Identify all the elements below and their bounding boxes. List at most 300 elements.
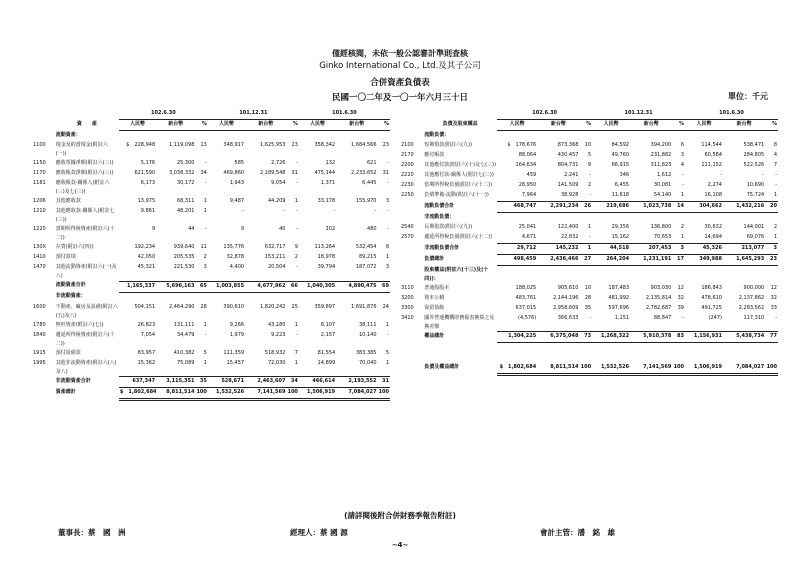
amount-cell: 32 [677, 294, 684, 301]
table-row [400, 181, 778, 191]
account-name: 無形資產(附註六(七)) [55, 321, 104, 328]
account-code: 1840 [33, 331, 46, 338]
amount-cell: 2,144,196 [552, 294, 579, 301]
amount-cell: 3 [378, 263, 391, 281]
amount-cell: 1 [294, 198, 298, 204]
amount-cell: 1 [765, 191, 778, 202]
amount-cell: 284,805 [743, 152, 765, 158]
amount-cell: 390,610 [223, 303, 245, 310]
amount-cell: 7,084,027 [336, 388, 377, 400]
amount-cell: 48,201 [176, 208, 195, 214]
table-row [400, 266, 778, 284]
amount-cell: 31 [378, 377, 391, 388]
sub-header: 新台幣 [723, 120, 765, 131]
amount-cell: 29,712 [497, 244, 537, 255]
account-code: 1170 [33, 170, 46, 176]
amount-cell [299, 131, 336, 142]
table-row [400, 343, 778, 354]
unit-label: 單位：千元 [728, 92, 768, 101]
amount-cell [672, 353, 685, 363]
table-row [400, 171, 778, 181]
amount-cell: 38,111 [359, 321, 377, 328]
amount-cell: 2,436,466 [537, 255, 579, 266]
table-row [400, 304, 778, 314]
amount-cell [497, 131, 537, 142]
amount-cell: 8 [773, 142, 777, 148]
amount-cell [119, 292, 156, 303]
amount-cell [765, 266, 778, 284]
amount-cell: - [387, 331, 389, 338]
account-name: 長期借款(附註六(九)) [424, 224, 473, 230]
account-code: 2250 [401, 192, 414, 198]
table-row [32, 225, 390, 243]
account-code: 1915 [33, 349, 46, 356]
amount-cell: 34 [200, 170, 207, 176]
amount-cell: 1,645,293 [723, 255, 765, 266]
amount-cell: - [579, 191, 592, 202]
amount-cell: 2,958,609 [552, 304, 579, 311]
amount-cell: 1 [378, 359, 391, 377]
table-row [400, 213, 778, 224]
amount-cell: 518,932 [264, 349, 286, 356]
amount-cell: 54,140 [630, 191, 672, 202]
amount-cell: 939,640 [173, 244, 195, 250]
amount-cell: 1,979 [229, 331, 245, 338]
table-row [32, 169, 390, 179]
sub-header: % [765, 120, 778, 131]
amount-cell [630, 266, 672, 284]
amount-cell [537, 353, 579, 363]
amount-cell: 2,726 [271, 160, 286, 166]
amount-cell: 1 [286, 359, 298, 377]
amount-cell: $ 1,802,684 [497, 363, 537, 375]
account-name: 其他應付款-關係人(附註七(三)) [424, 172, 494, 178]
amount-cell: - [374, 208, 377, 214]
amount-cell: 15,457 [208, 359, 245, 377]
amount-cell [672, 131, 685, 142]
sub-header: 人民幣 [208, 120, 245, 131]
amount-cell: 35 [584, 304, 592, 311]
amount-cell: 102 [325, 226, 336, 232]
table-row [32, 131, 390, 142]
amount-cell: 111,152 [701, 162, 722, 168]
statement-period: 民國一〇二年及一〇一年六月三十日 [331, 93, 468, 103]
code-header [32, 120, 55, 131]
amount-cell: 1,003,855 [208, 281, 245, 292]
amount-cell: 32,878 [226, 254, 245, 260]
account-name: 應收帳款-關係人(附註六(三)及七(三)) [55, 180, 110, 195]
amount-cell: 30,172 [176, 180, 195, 186]
amount-cell: 8,811,514 [156, 388, 195, 400]
account-name: 流動負債： [424, 131, 450, 138]
amount-cell: 481,992 [608, 294, 630, 301]
amount-cell: 475,144 [314, 170, 336, 176]
amount-cell: - [205, 331, 207, 338]
amount-cell: 75,089 [156, 359, 195, 377]
amount-cell: - [387, 180, 389, 186]
amount-cell: 155,970 [355, 198, 377, 204]
amount-cell: 135,776 [223, 244, 245, 250]
table-row [400, 223, 778, 233]
table-row [32, 179, 390, 197]
amount-cell [537, 266, 579, 284]
amount-cell: 2 [294, 254, 298, 260]
amount-cell: 39,794 [299, 263, 336, 281]
amount-cell: 28 [200, 303, 207, 310]
amount-cell [765, 213, 778, 224]
amount-cell [723, 353, 765, 363]
amount-cell [765, 131, 778, 142]
amount-cell: 8,811,514 [537, 363, 579, 375]
amount-cell: - [296, 160, 298, 166]
amount-cell: 9,054 [271, 180, 286, 186]
table-row [400, 255, 778, 266]
table-row [400, 332, 778, 343]
table-row [32, 263, 390, 281]
amount-cell: 4,671 [497, 233, 537, 244]
amount-cell: 7 [773, 162, 777, 168]
amount-cell: 132 [325, 160, 336, 166]
table-row [32, 159, 390, 169]
sub-header: 人民幣 [119, 120, 156, 131]
account-name: 短期借款(附註六(九)) [424, 142, 473, 148]
amount-cell: 522,526 [743, 162, 765, 168]
amount-cell: 10,140 [359, 331, 377, 338]
sub-header: 新台幣 [245, 120, 286, 131]
account-name: 股東權益(附註六(十三)及(十四))： [424, 266, 489, 282]
account-name: 預付款項 [55, 254, 76, 260]
amount-cell: 26,823 [137, 321, 156, 328]
amount-cell [723, 131, 765, 142]
amount-cell: - [672, 314, 685, 332]
account-name: 資產總計 [55, 388, 76, 395]
amount-cell: 100 [672, 363, 685, 375]
amount-cell: 10 [584, 142, 592, 148]
amount-cell: - [589, 172, 592, 178]
account-code [32, 388, 55, 400]
amount-cell: 1,151 [592, 314, 630, 332]
amount-cell: 1,040,305 [299, 281, 336, 292]
amount-cell: 480 [366, 226, 377, 232]
amount-cell: 100 [378, 388, 391, 400]
amount-cell: 2,274 [707, 182, 722, 188]
amount-cell: 1,432,216 [723, 202, 765, 213]
amount-cell: 2,135,814 [645, 294, 672, 301]
account-name: 負債總計 [424, 255, 445, 262]
table-row [32, 388, 390, 400]
amount-cell: 39 [677, 304, 684, 311]
amount-cell [685, 131, 723, 142]
amount-cell: 49,760 [611, 152, 630, 158]
table-row [400, 233, 778, 244]
account-code: 2230 [401, 182, 414, 188]
amount-cell: 207,453 [630, 244, 672, 255]
company-name: Ginko International Co., Ltd.及其子公司 [319, 61, 481, 71]
amount-cell: 3 [765, 244, 778, 255]
amount-cell: 14 [672, 202, 685, 213]
amount-cell [195, 131, 207, 142]
amount-cell: 11,618 [592, 191, 630, 202]
amount-cell: 873,368 [557, 142, 579, 148]
sub-header: 新台幣 [537, 120, 579, 131]
sub-header: % [579, 120, 592, 131]
amount-cell: 6,173 [140, 180, 156, 186]
amount-cell: 4,890,475 [336, 281, 377, 292]
amount-cell [592, 353, 630, 363]
account-code: 2540 [401, 224, 414, 230]
amount-cell: - [775, 182, 777, 188]
amount-cell: 25,041 [518, 224, 537, 230]
header-blank [400, 109, 497, 120]
amount-cell: 1,820,242 [260, 303, 286, 310]
account-name: 存貨(附註六(四)) [55, 244, 94, 250]
amount-cell: 5 [587, 152, 592, 158]
account-code [32, 131, 55, 142]
amount-cell: 122,400 [557, 224, 579, 230]
sub-header: 人民幣 [299, 120, 336, 131]
account-name: 其他流動資產(附註六(一)及八) [55, 264, 117, 279]
account-code [400, 363, 423, 375]
amount-cell: 188,025 [515, 284, 537, 291]
amount-cell: 6,455 [614, 182, 630, 188]
account-name: 資本公積 [424, 294, 445, 301]
account-code: 1206 [33, 198, 46, 204]
amount-cell [592, 343, 630, 354]
amount-cell: 900,000 [743, 284, 765, 291]
amount-cell: 23 [382, 142, 389, 148]
amount-cell: 7,084,027 [723, 363, 765, 375]
account-code [400, 213, 423, 224]
amount-cell: 23 [291, 142, 298, 148]
amount-cell: 40 [279, 226, 286, 232]
amount-cell: 113,264 [314, 244, 336, 250]
amount-cell: 383,385 [355, 349, 377, 356]
amount-cell: 2 [680, 224, 684, 230]
amount-cell: 187,483 [608, 284, 630, 291]
amount-cell: 311,823 [650, 162, 672, 168]
amount-cell: 20 [765, 202, 778, 213]
amount-cell: - [765, 314, 778, 332]
amount-cell: 231,882 [650, 152, 672, 158]
account-code [400, 131, 423, 142]
table-row [400, 151, 778, 161]
amount-cell: - [387, 160, 389, 166]
amount-cell: 13,975 [137, 198, 156, 204]
amount-cell: 3 [385, 198, 389, 204]
amount-cell: - [762, 172, 765, 178]
amount-cell: 70,040 [336, 359, 377, 377]
table-row [32, 253, 390, 263]
account-name: 流動負債合計 [424, 202, 455, 209]
amount-cell: 32 [770, 294, 777, 301]
amount-cell: 1,532,526 [592, 363, 630, 375]
amount-cell [685, 353, 723, 363]
amount-cell [208, 292, 245, 303]
assets-table [32, 109, 390, 401]
amount-cell: 29,356 [611, 224, 630, 230]
amount-cell [208, 131, 245, 142]
amount-cell: 34 [286, 377, 298, 388]
amount-cell: 2 [203, 254, 207, 260]
sub-header: % [378, 120, 391, 131]
amount-cell: 2,463,607 [245, 377, 286, 388]
amount-cell: 5,438,734 [723, 332, 765, 343]
amount-cell: 66,915 [611, 162, 630, 168]
amount-cell: 1,156,931 [685, 332, 723, 343]
amount-cell: 4,677,962 [245, 281, 286, 292]
amount-cell: 2,464,290 [168, 303, 195, 310]
date-header: 102.6.30 [497, 109, 592, 120]
amount-cell: 349,988 [685, 255, 723, 266]
liabilities-table-section [400, 109, 778, 376]
page-number: ~4~ [391, 541, 409, 549]
amount-cell: - [296, 208, 298, 214]
amount-cell: 621,590 [134, 170, 156, 176]
amount-cell: 348,917 [223, 142, 245, 148]
account-code: 2200 [401, 162, 414, 168]
amount-cell: 6 [680, 142, 684, 148]
amount-cell: 1 [203, 321, 207, 328]
amount-cell [723, 213, 765, 224]
amount-cell: 65 [195, 281, 207, 292]
amount-cell: 528,671 [208, 377, 245, 388]
account-name: 當期所得稅資產(附註六(十二)) [55, 226, 115, 241]
table-row [32, 141, 390, 159]
amount-cell: 75,724 [723, 191, 765, 202]
amount-cell: 213,077 [723, 244, 765, 255]
amount-cell: 33 [770, 304, 777, 311]
amount-cell: 60,584 [704, 152, 722, 158]
account-code: 1181 [33, 180, 46, 186]
amount-cell: 3,038,332 [168, 170, 195, 176]
table-row [32, 207, 390, 225]
amount-cell: 1,506,919 [299, 388, 336, 400]
amount-cell: 66 [286, 281, 298, 292]
amount-cell: 469,860 [223, 170, 245, 176]
amount-cell [630, 213, 672, 224]
date-header: 101.6.30 [685, 109, 778, 120]
amount-cell: 1,684,566 [351, 142, 377, 148]
table-row [32, 321, 390, 331]
sub-header: 新台幣 [156, 120, 195, 131]
amount-cell: 30,081 [653, 182, 672, 188]
amount-cell: 9 [587, 162, 592, 168]
amount-cell: 2,241 [564, 172, 579, 178]
amount-cell: 5,910,378 [630, 332, 672, 343]
amount-cell: 11 [200, 244, 207, 250]
account-name: 非流動資產： [55, 293, 86, 299]
code-header [400, 120, 423, 131]
account-code: 3300 [401, 304, 414, 311]
amount-cell: (247) [685, 314, 723, 332]
amount-cell: 15,162 [592, 233, 630, 244]
account-name: 其他應收款-關係人(附註七(三)) [55, 208, 115, 223]
amount-cell: 597,696 [608, 304, 630, 311]
amount-cell: 23 [765, 255, 778, 266]
amount-cell: 28,950 [518, 182, 537, 188]
account-code: 2100 [401, 142, 414, 148]
amount-cell: 13 [200, 142, 207, 148]
sub-header: % [672, 120, 685, 131]
amount-cell: 9,223 [271, 331, 286, 338]
amount-cell: 25,300 [176, 160, 195, 166]
amount-cell [286, 292, 298, 303]
amount-cell: 111,359 [223, 349, 245, 356]
amount-cell: 2,157 [320, 331, 336, 338]
amount-cell: - [242, 208, 245, 214]
amount-cell: - [296, 180, 298, 186]
account-code: 1780 [33, 321, 46, 328]
table-row [400, 314, 778, 332]
amount-cell: 491,725 [701, 304, 722, 311]
amount-cell: 6,375,048 [537, 332, 579, 343]
amount-cell: 466,614 [299, 377, 336, 388]
amount-cell: 459 [526, 172, 537, 178]
account-code [400, 353, 423, 363]
amount-cell: 1,023,738 [630, 202, 672, 213]
amount-cell: 2,291,234 [537, 202, 579, 213]
amount-cell: 5 [385, 349, 389, 356]
amount-cell [672, 266, 685, 284]
amount-cell: 1 [203, 198, 207, 204]
amount-cell: 637,015 [515, 304, 537, 311]
account-name: 普通股股本 [424, 284, 450, 291]
amount-cell [299, 292, 336, 303]
amount-cell: 1 [587, 224, 592, 230]
amount-cell: 1 [294, 321, 298, 328]
date-header: 101.6.30 [299, 109, 390, 120]
amount-cell [685, 266, 723, 284]
amount-cell [630, 343, 672, 354]
amount-cell: - [387, 208, 389, 214]
table-row [400, 284, 778, 294]
amount-cell: 83,957 [137, 349, 156, 356]
statement-title: 合併資產負債表 [370, 78, 430, 88]
sub-header: 新台幣 [630, 120, 672, 131]
amount-cell [245, 131, 286, 142]
amount-cell: 69,076 [723, 233, 765, 244]
table-row [400, 363, 778, 375]
table-row [400, 161, 778, 171]
account-name: 其他非流動資產(附註六(八)及八) [55, 359, 117, 375]
amount-cell [378, 292, 391, 303]
amount-cell: 45,326 [685, 244, 723, 255]
amount-cell: 72,030 [245, 359, 286, 377]
amount-cell: 504,151 [134, 303, 156, 310]
date-header-row [400, 109, 778, 120]
account-name: 不動產、廠房及設備(附註六(五)及八) [55, 303, 118, 319]
table-row [32, 303, 390, 321]
amount-cell: 205,535 [173, 254, 195, 260]
account-name: 非流動負債： [424, 213, 455, 220]
amount-cell: 1,943 [229, 180, 245, 186]
amount-cell: 1 [195, 359, 207, 377]
amount-cell: 221,530 [156, 263, 195, 281]
amount-cell [672, 343, 685, 354]
amount-cell: - [579, 233, 592, 244]
amount-cell: 7,141,569 [245, 388, 286, 400]
account-code: 1210 [33, 208, 46, 214]
account-code: 1100 [33, 142, 46, 148]
amount-cell: 88,064 [518, 152, 537, 158]
amount-cell: 27 [579, 255, 592, 266]
amount-cell: 100 [579, 363, 592, 375]
amount-cell: 22,832 [537, 233, 579, 244]
amount-cell: - [775, 172, 777, 178]
amount-cell [765, 343, 778, 354]
amount-cell [497, 343, 537, 354]
sub-header: 新台幣 [336, 120, 377, 131]
